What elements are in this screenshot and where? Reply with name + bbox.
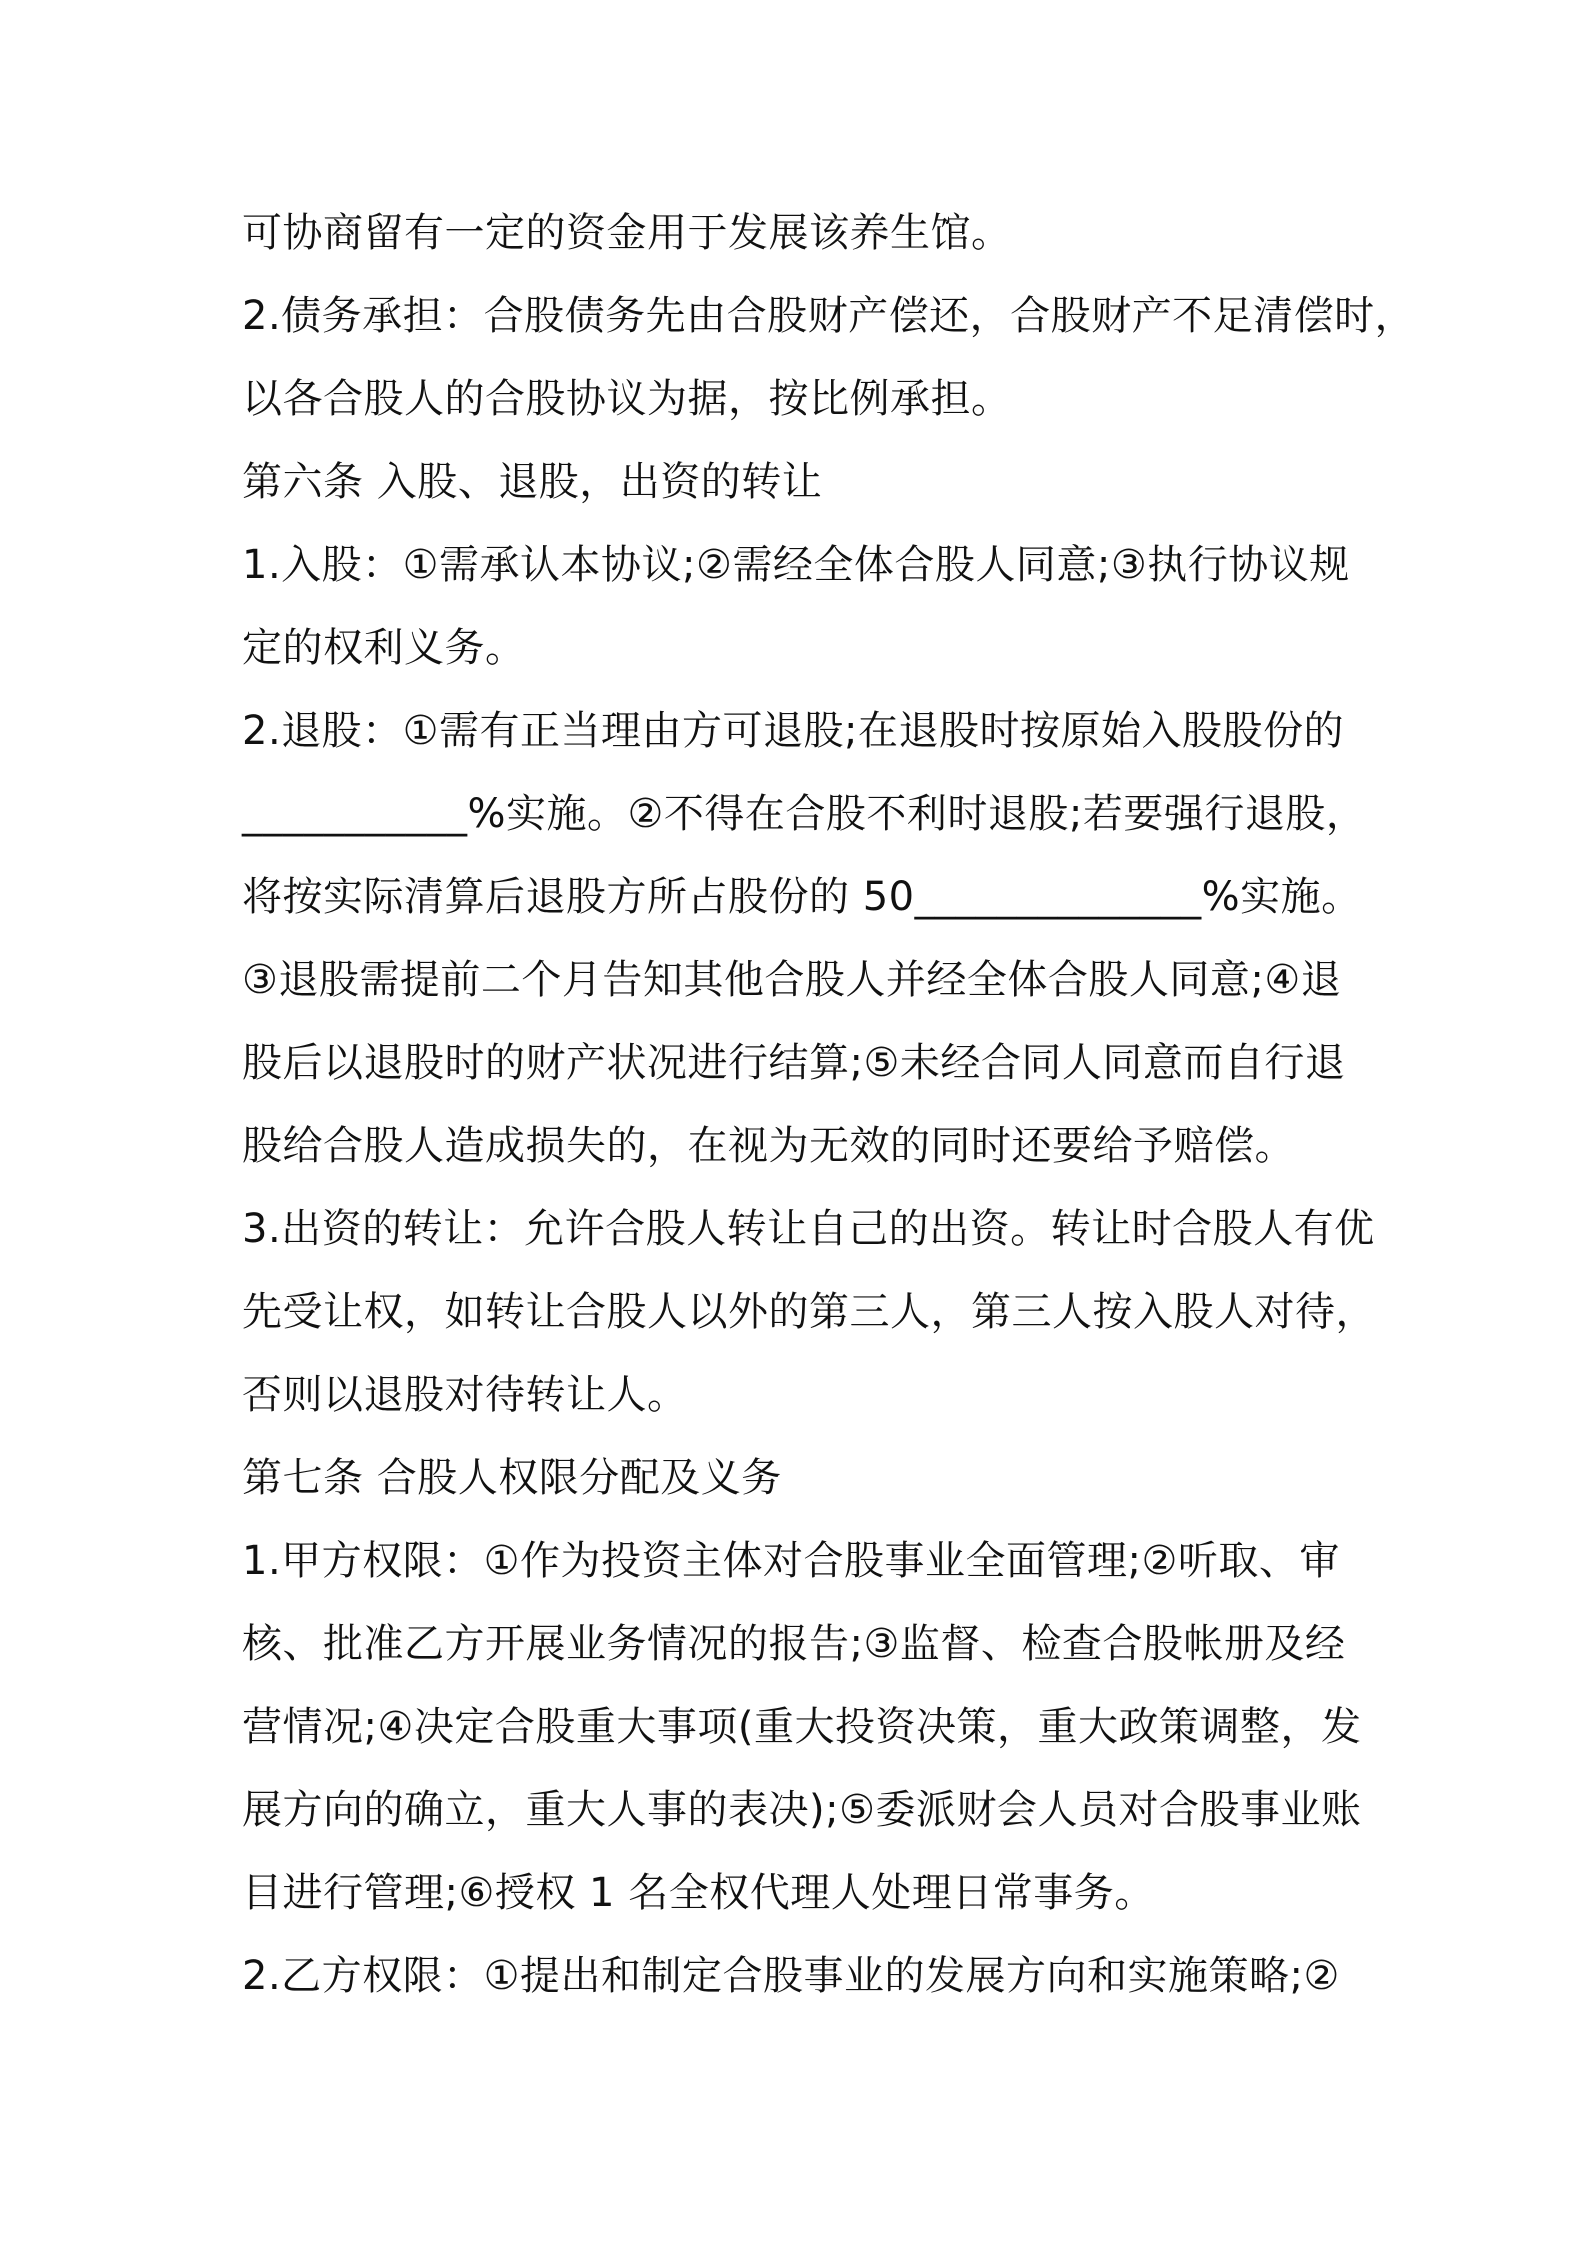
text-line: 否则以退股对待转让人。 — [242, 1372, 688, 1418]
text-line: 目进行管理;⑥授权 1 名全权代理人处理日常事务。 — [242, 1870, 1155, 1916]
text-line: 定的权利义务。 — [242, 625, 526, 671]
text-line: 3.出资的转让：允许合股人转让自己的出资。转让时合股人有优 — [242, 1206, 1375, 1252]
text-line: 1.入股：①需承认本协议;②需经全体合股人同意;③执行协议规 — [242, 542, 1350, 588]
text-line: 2.债务承担：合股债务先由合股财产偿还，合股财产不足清偿时， — [242, 293, 1416, 339]
text-line: 2.退股：①需有正当理由方可退股;在退股时按原始入股股份的 — [242, 708, 1344, 754]
text-line: ③退股需提前二个月告知其他合股人并经全体合股人同意;④退 — [242, 957, 1342, 1003]
text-line: 股给合股人造成损失的，在视为无效的同时还要给予赔偿。 — [242, 1123, 1295, 1169]
section-heading: 第六条 入股、退股，出资的转让 — [242, 459, 823, 505]
section-heading: 第七条 合股人权限分配及义务 — [242, 1455, 782, 1501]
text-line: 先受让权，如转让合股人以外的第三人，第三人按入股人对待， — [242, 1289, 1376, 1335]
text-line: 核、批准乙方开展业务情况的报告;③监督、检查合股帐册及经 — [242, 1621, 1346, 1667]
text-line: 可协商留有一定的资金用于发展该养生馆。 — [242, 210, 1012, 256]
text-line: 2.乙方权限：①提出和制定合股事业的发展方向和实施策略;② — [242, 1953, 1340, 1999]
text-line: ___________%实施。②不得在合股不利时退股;若要强行退股， — [242, 791, 1367, 837]
text-line: 展方向的确立，重大人事的表决);⑤委派财会人员对合股事业账 — [242, 1787, 1362, 1833]
text-line: 股后以退股时的财产状况进行结算;⑤未经合同人同意而自行退 — [242, 1040, 1346, 1086]
text-line: 1.甲方权限：①作为投资主体对合股事业全面管理;②听取、审 — [242, 1538, 1340, 1584]
text-line: 以各合股人的合股协议为据，按比例承担。 — [242, 376, 1012, 422]
text-line: 将按实际清算后退股方所占股份的 50______________%实施。 — [242, 874, 1362, 920]
body-text — [242, 192, 1416, 2018]
text-line: 营情况;④决定合股重大事项(重大投资决策，重大政策调整，发 — [242, 1704, 1362, 1750]
